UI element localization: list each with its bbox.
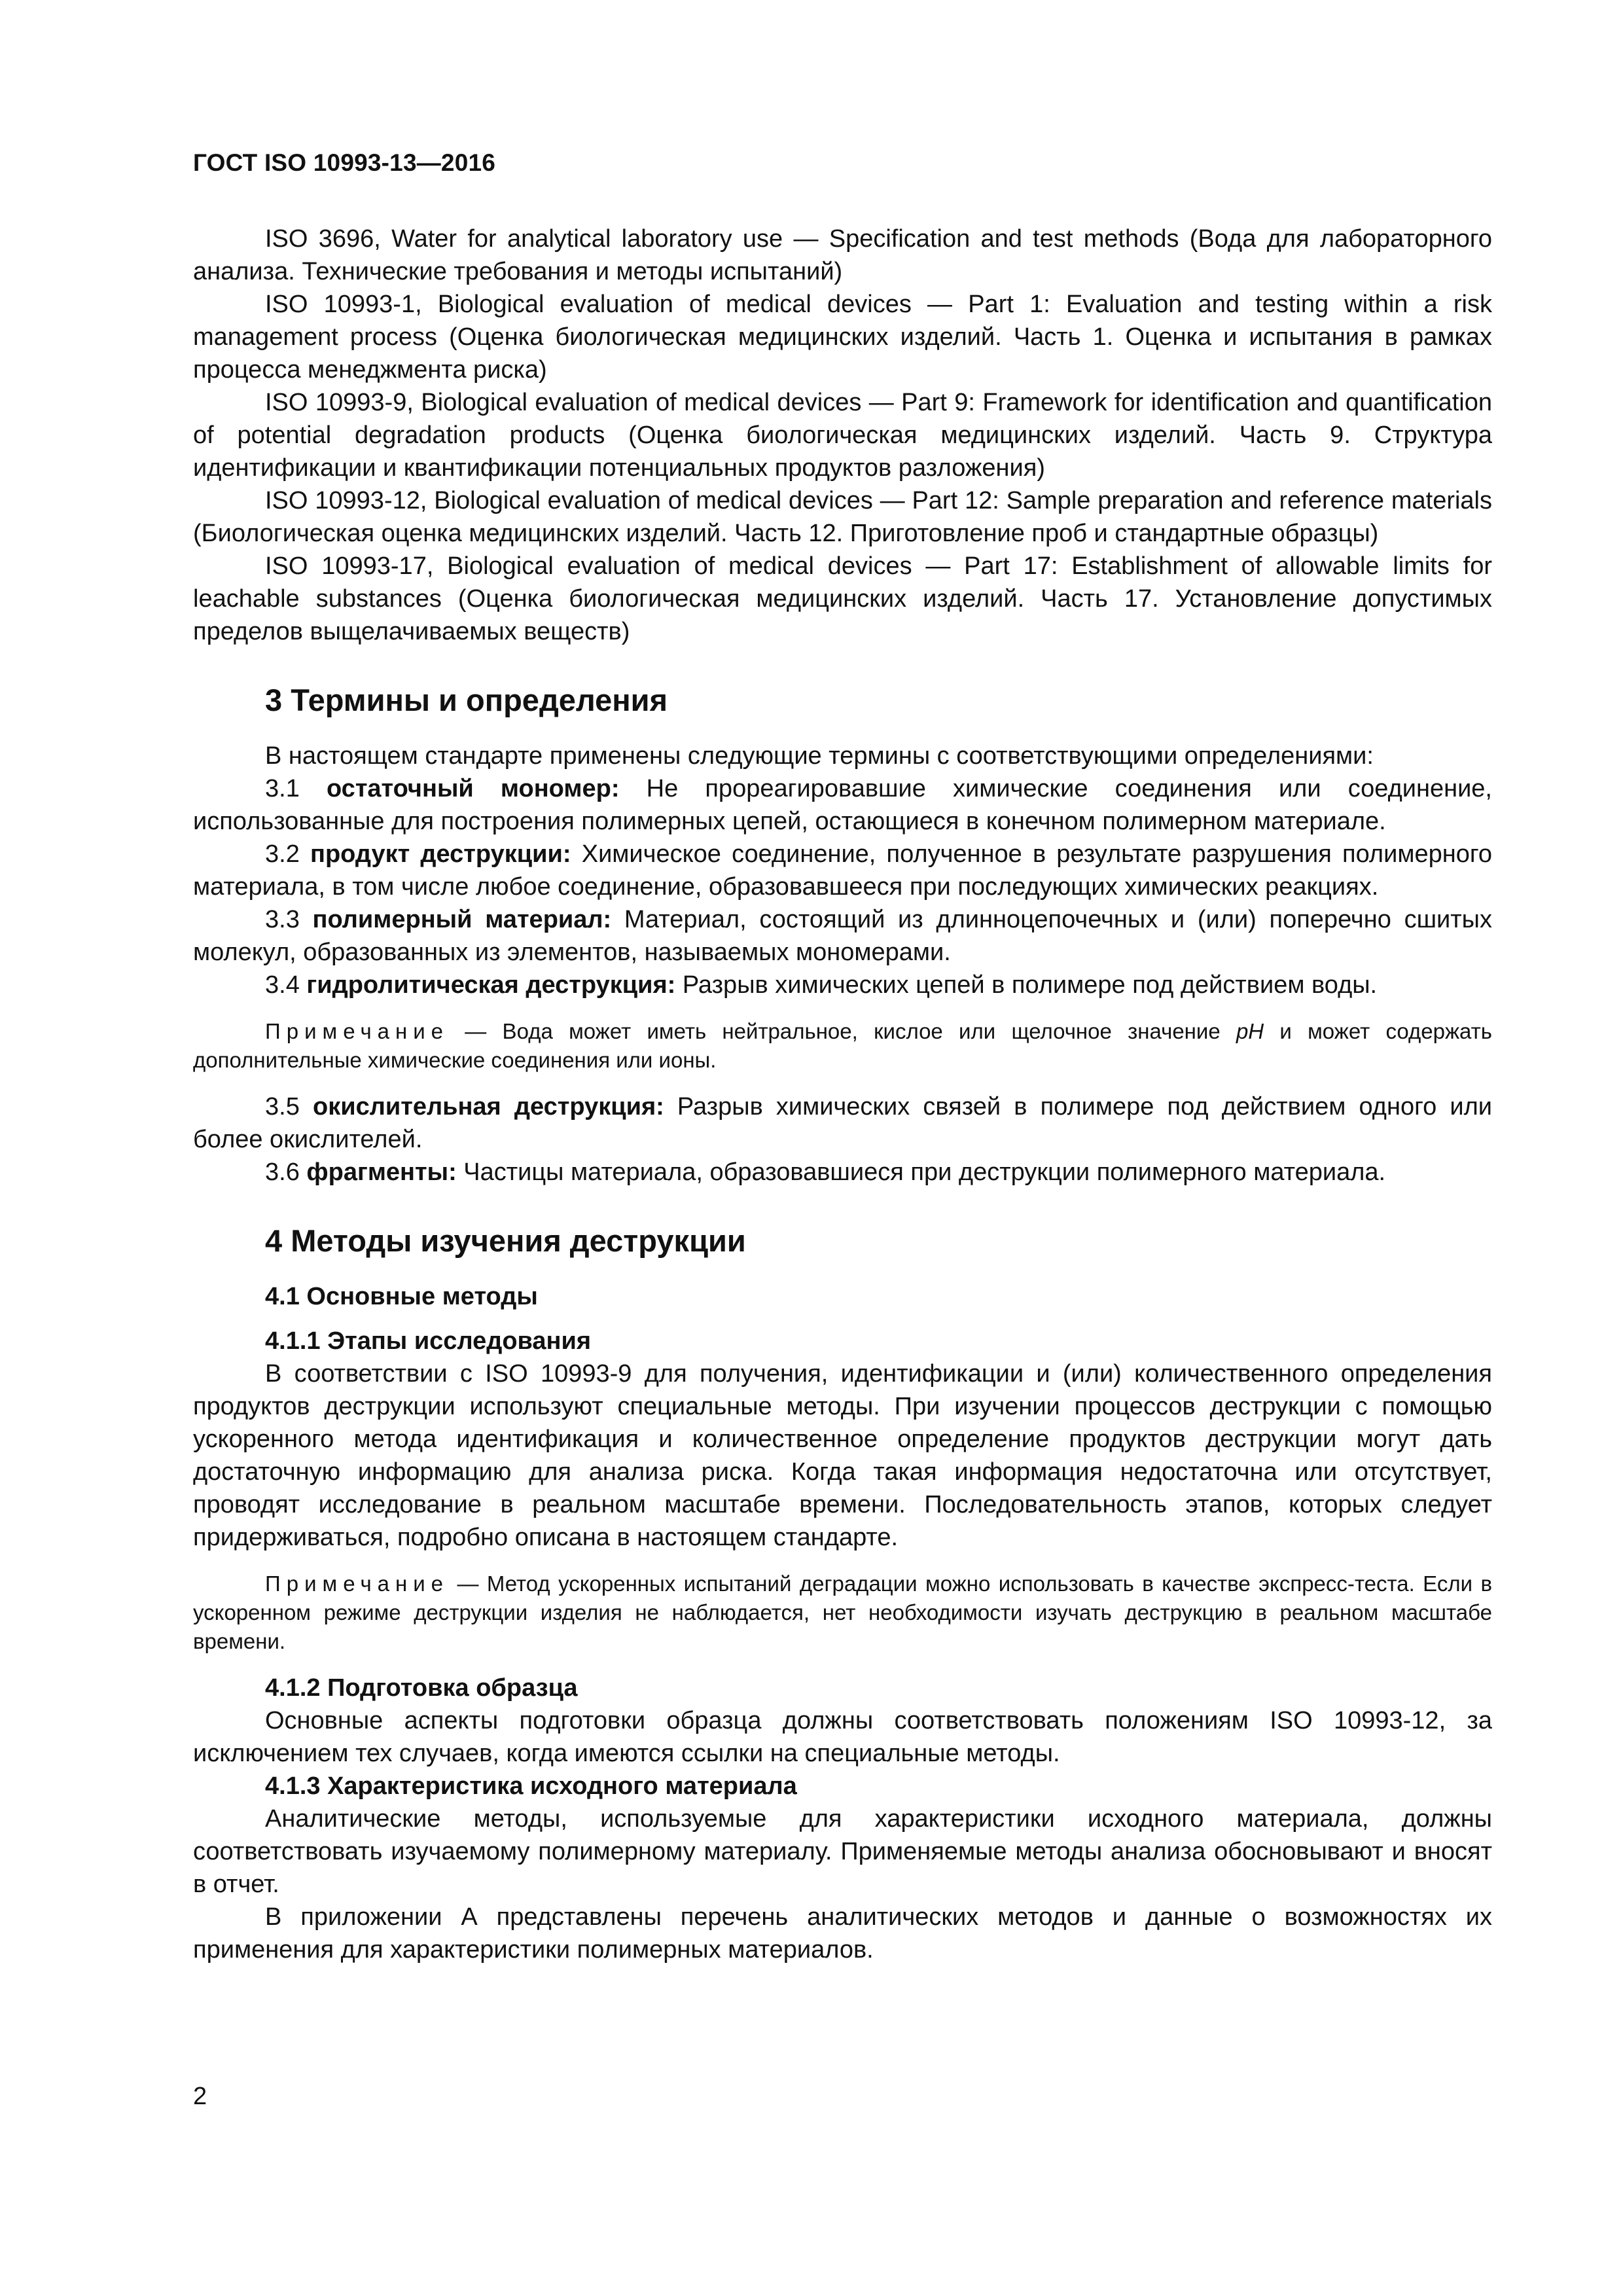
term-3-1 (193, 772, 1492, 838)
section-3-title: 3 Термины и определения (265, 683, 668, 717)
section-4-title: 4 Методы изучения деструкции (265, 1223, 746, 1258)
term-name: продукт деструкции: (310, 840, 571, 868)
term-3-5 (193, 1090, 1492, 1156)
term-definition: Химическое соединение, полученное в результате разрушения полимерного материала, в том числе любое соединение, образовавшееся при последующих химических реакциях. (193, 840, 1492, 901)
term-name: полимерный материал: (312, 906, 612, 933)
term-number: 3.4 (265, 971, 300, 999)
term-number: 3.3 (265, 906, 300, 933)
term-number: 3.5 (265, 1093, 300, 1121)
note-4-1-1 (193, 1570, 1492, 1656)
term-definition: Не прореагировавшие химические соединения или соединение, использованные для построения полимерных цепей, остающиеся в конечном полимерном материале. (193, 775, 1492, 835)
term-definition: Разрыв химических цепей в полимере под действием воды. (682, 971, 1378, 999)
term-name: гидролитическая деструкция: (306, 971, 676, 999)
note-ph: pH (1236, 1019, 1264, 1043)
subsection-4-1-title: 4.1 Основные методы (265, 1283, 538, 1310)
term-definition: Разрыв химических связей в полимере под действием одного или более окислителей. (193, 1093, 1493, 1153)
subsection-4-1-3-title: 4.1.3 Характеристика исходного материала (265, 1772, 797, 1800)
reference-iso-10993-12: ISO 10993-12, Biological evaluation of medical devices — Part 12: Sample preparation and reference materials (Биологическая оценка медицинских изделий. Часть 12. Приготовление проб и стандартные образцы) (193, 487, 1492, 547)
page-number: 2 (193, 2083, 207, 2110)
subsection-4-1-1-title: 4.1.1 Этапы исследования (265, 1327, 592, 1355)
subsection-4-1-2-title: 4.1.2 Подготовка образца (265, 1674, 578, 1702)
term-3-2 (193, 838, 1492, 903)
term-name: окислительная деструкция: (312, 1093, 664, 1121)
document-body (193, 223, 1492, 1966)
term-name: фрагменты: (306, 1158, 457, 1186)
note-label: Примечание (265, 1019, 450, 1043)
term-definition: Материал, состоящий из длинноцепочечных и (или) поперечно сшитых молекул, образованных из элементов, называемых мономерами. (193, 906, 1492, 966)
term-name: остаточный мономер: (326, 775, 620, 802)
paragraph-4-1-3-a: Аналитические методы, используемые для характеристики исходного материала, должны соответствовать изучаемому полимерному материалу. Применяемые методы анализа обосновывают и вносят в отчет. (193, 1805, 1492, 1898)
term-definition: Частицы материала, образовавшиеся при деструкции полимерного материала. (463, 1158, 1386, 1186)
note-text-part1: — Вода может иметь нейтральное, кислое или щелочное значение (449, 1019, 1236, 1043)
paragraph-4-1-3-b: В приложении А представлены перечень аналитических методов и данные о возможностях их применения для характеристики полимерных материалов. (193, 1903, 1492, 1964)
paragraph-4-1-2: Основные аспекты подготовки образца должны соответствовать положениям ISO 10993-12, за исключением тех случаев, когда имеются ссылки на специальные методы. (193, 1707, 1492, 1767)
note-text: — Метод ускоренных испытаний деградации можно использовать в качестве экспресс-теста. Если в ускоренном режиме деструкции изделия не наблюдается, нет необходимости изучать деструкцию в реальном масштабе времени. (193, 1571, 1492, 1653)
paragraph-4-1-1: В соответствии с ISO 10993-9 для получения, идентификации и (или) количественного определения продуктов деструкции используют специальные методы. При изучении процессов деструкции с помощью ускоренного метода идентификация и количественное определение продуктов деструкции могут дать достаточную информацию для анализа риска. Когда такая информация недостаточна или отсутствует, проводят исследование в реальном масштабе времени. Последовательность этапов, которых следует придерживаться, подробно описана в настоящем стандарте. (193, 1360, 1492, 1551)
term-3-3 (193, 903, 1492, 969)
term-number: 3.2 (265, 840, 300, 868)
reference-iso-10993-9: ISO 10993-9, Biological evaluation of medical devices — Part 9: Framework for identification and quantification of potential degradation products (Оценка биологическая медицинских изделий. Часть 9. Структура идентификации и квантификации потенциальных продуктов разложения) (193, 389, 1492, 482)
note-text-part2: и может содержать дополнительные химические соединения или ионы. (193, 1019, 1492, 1072)
reference-iso-10993-1: ISO 10993-1, Biological evaluation of medical devices — Part 1: Evaluation and testing within a risk management process (Оценка биологическая медицинских изделий. Часть 1. Оценка и испытания в рамках процесса менеджмента риска) (193, 291, 1492, 384)
term-number: 3.6 (265, 1158, 300, 1186)
note-3-4 (193, 1017, 1492, 1075)
document-header: ГОСТ ISO 10993-13—2016 (193, 149, 496, 176)
section-3-intro: В настоящем стандарте применены следующие термины с соответствующими определениями: (265, 742, 1374, 770)
reference-iso-3696: ISO 3696, Water for analytical laboratory use — Specification and test methods (Вода для лабораторного анализа. Технические требования и методы испытаний) (193, 225, 1492, 285)
term-number: 3.1 (265, 775, 300, 802)
term-3-6 (193, 1156, 1492, 1189)
term-3-4 (193, 969, 1492, 1001)
note-label: Примечание (265, 1571, 450, 1596)
reference-iso-10993-17: ISO 10993-17, Biological evaluation of medical devices — Part 17: Establishment of allowable limits for leachable substances (Оценка биологическая медицинских изделий. Часть 17. Установление допустимых пределов выщелачиваемых веществ) (193, 552, 1492, 645)
